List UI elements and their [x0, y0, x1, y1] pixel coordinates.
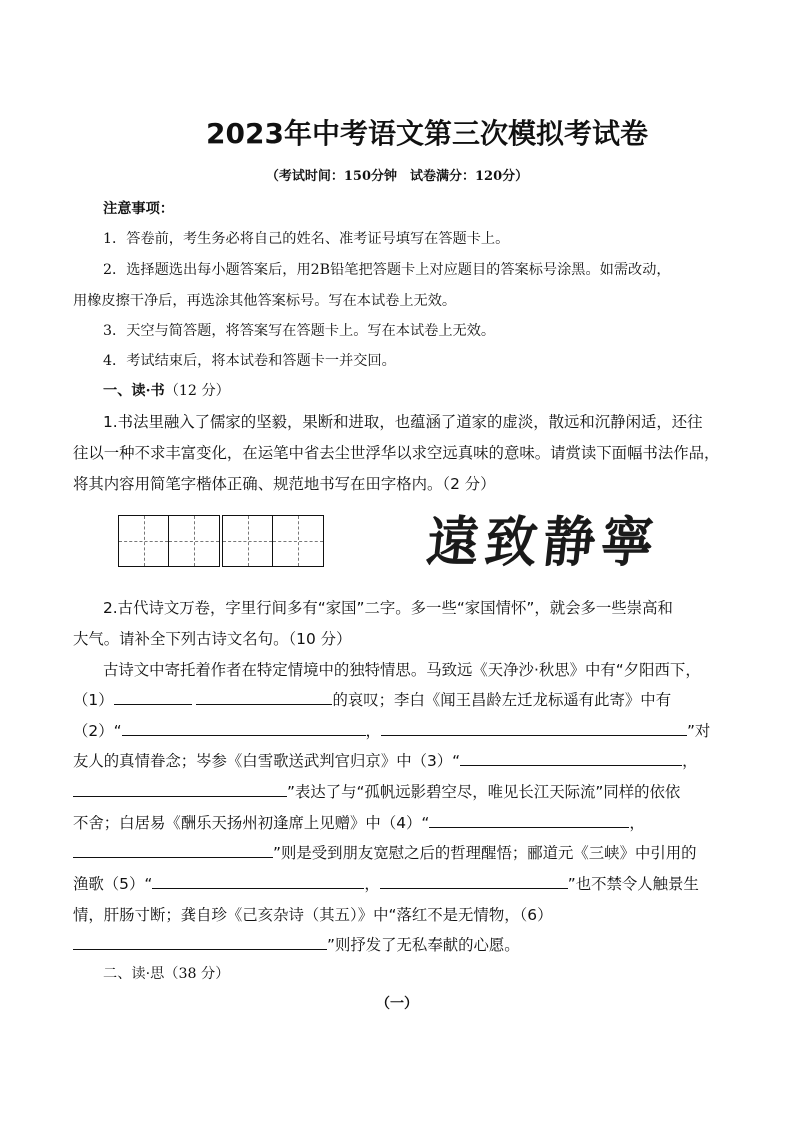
- q2-line-b: 大气。请补全下列古诗文名句。（10 分）: [73, 630, 352, 648]
- tianzige-cell[interactable]: [169, 516, 219, 566]
- notice-item-4: 4．考试结束后，将本试卷和答题卡一并交回。: [103, 353, 396, 369]
- exam-subtitle: （考试时间：150分钟 试卷满分：120分）: [265, 169, 529, 184]
- q2-para-1: 古诗文中寄托着作者在特定情境中的独特情思。马致远《天净沙·秋思》中有“夕阳西下，: [103, 661, 701, 679]
- notice-item-3: 3．天空与简答题，将答案写在答题卡上。写在本试卷上无效。: [103, 323, 496, 339]
- q1-line-c: 将其内容用简笔字楷体正确、规范地书写在田字格内。（2 分）: [73, 475, 496, 493]
- answer-blank-5a[interactable]: [152, 874, 364, 889]
- comma: ，: [364, 875, 380, 893]
- q2-para-3-tail: ”对: [686, 722, 711, 740]
- answer-blank-3b[interactable]: [73, 782, 287, 797]
- answer-blank-3a[interactable]: [460, 751, 682, 766]
- calligraphy-char: 致: [481, 510, 545, 575]
- answer-blank-1b[interactable]: [196, 690, 332, 705]
- tianzige-cell[interactable]: [223, 516, 273, 566]
- q2-para-2: [73, 688, 671, 710]
- q2-line-a: 2.古代诗文万卷，字里行间多有“家国”二字。多一些“家国情怀”，就会多一些崇高和: [103, 599, 673, 617]
- section1-score: （12 分）: [164, 383, 230, 399]
- tianzige-grid[interactable]: [118, 515, 324, 567]
- answer-blank-5b[interactable]: [380, 874, 568, 889]
- answer-blank-4a[interactable]: [429, 813, 629, 828]
- answer-blank-6[interactable]: [73, 935, 327, 950]
- q1-line-a: 1.书法里融入了儒家的坚毅，果断和进取，也蕴涵了道家的虚淡，散远和沉静闲适，还往: [103, 413, 703, 431]
- q2-para-8: [73, 872, 699, 894]
- q2-para-5: [73, 780, 680, 802]
- blank-label: （2）“: [73, 722, 122, 740]
- tianzige-cell[interactable]: [119, 516, 169, 566]
- tianzige-group-left: [118, 515, 220, 567]
- answer-blank-2b[interactable]: [381, 721, 687, 736]
- q2-para-6: [73, 811, 645, 833]
- section2-part-label: （一）: [376, 996, 418, 1012]
- q2-para-4: [73, 749, 698, 771]
- exam-title: 2023年中考语文第三次模拟考试卷: [206, 117, 648, 150]
- notice-heading: 注意事项：: [103, 201, 174, 217]
- notice-item-2a: 2．选择题选出每小题答案后，用2B铅笔把答题卡上对应题目的答案标号涂黑。如需改动，: [103, 262, 671, 278]
- section1-heading: 一、读·书: [103, 383, 165, 399]
- comma: ，: [682, 752, 698, 770]
- q2-para-10-text: ”则抒发了无私奉献的心愿。: [327, 936, 520, 954]
- section1-heading-line: [103, 380, 230, 400]
- q2-para-5-text: ”表达了与“孤帆远影碧空尽，唯见长江天际流”同样的依依: [287, 783, 681, 801]
- comma: ，: [365, 722, 381, 740]
- q2-para-7: [73, 841, 697, 863]
- q1-line-b: 往以一种不求丰富变化，在运笔中省去尘世浮华以求空远真味的意味。请赏读下面幅书法作品，: [73, 444, 720, 462]
- notice-item-2b: 用橡皮擦干净后，再选涂其他答案标号。写在本试卷上无效。: [73, 293, 457, 309]
- calligraphy-char: 遠: [423, 510, 487, 575]
- q2-para-7-text: ”则是受到朋友宽慰之后的哲理醒悟；郦道元《三峡》中引用的: [273, 844, 697, 862]
- q2-para-4-text: 友人的真情眷念；岑参《白雪歌送武判官归京》中（3）“: [73, 752, 461, 770]
- blank-label: （1）: [73, 691, 114, 709]
- tianzige-cell[interactable]: [273, 516, 323, 566]
- blank-label: 渔歌（5）“: [73, 875, 153, 893]
- calligraphy-artwork: [423, 500, 661, 575]
- answer-blank-1a[interactable]: [114, 690, 192, 705]
- answer-blank-4b[interactable]: [73, 843, 273, 858]
- q2-para-2-text: 的哀叹；李白《闻王昌龄左迁龙标遥有此寄》中有: [332, 691, 672, 709]
- q2-para-3: [73, 719, 710, 741]
- q2-para-8-tail: ”也不禁令人触景生: [567, 875, 699, 893]
- answer-blank-2a[interactable]: [122, 721, 366, 736]
- notice-item-1: 1．答卷前，考生务必将自己的姓名、准考证号填写在答题卡上。: [103, 231, 510, 247]
- comma: ，: [629, 814, 645, 832]
- section2-heading: 二、读·思（38 分）: [103, 966, 230, 982]
- q2-para-10: [73, 933, 520, 955]
- tianzige-group-right: [222, 515, 324, 567]
- calligraphy-char: 寧: [597, 510, 661, 575]
- calligraphy-char: 静: [539, 510, 603, 575]
- q2-para-6-text: 不舍；白居易《酬乐天扬州初逢席上见赠》中（4）“: [73, 814, 430, 832]
- q2-para-9: 情，肝肠寸断；龚自珍《己亥杂诗（其五）》中“落红不是无情物，（6）: [73, 906, 553, 924]
